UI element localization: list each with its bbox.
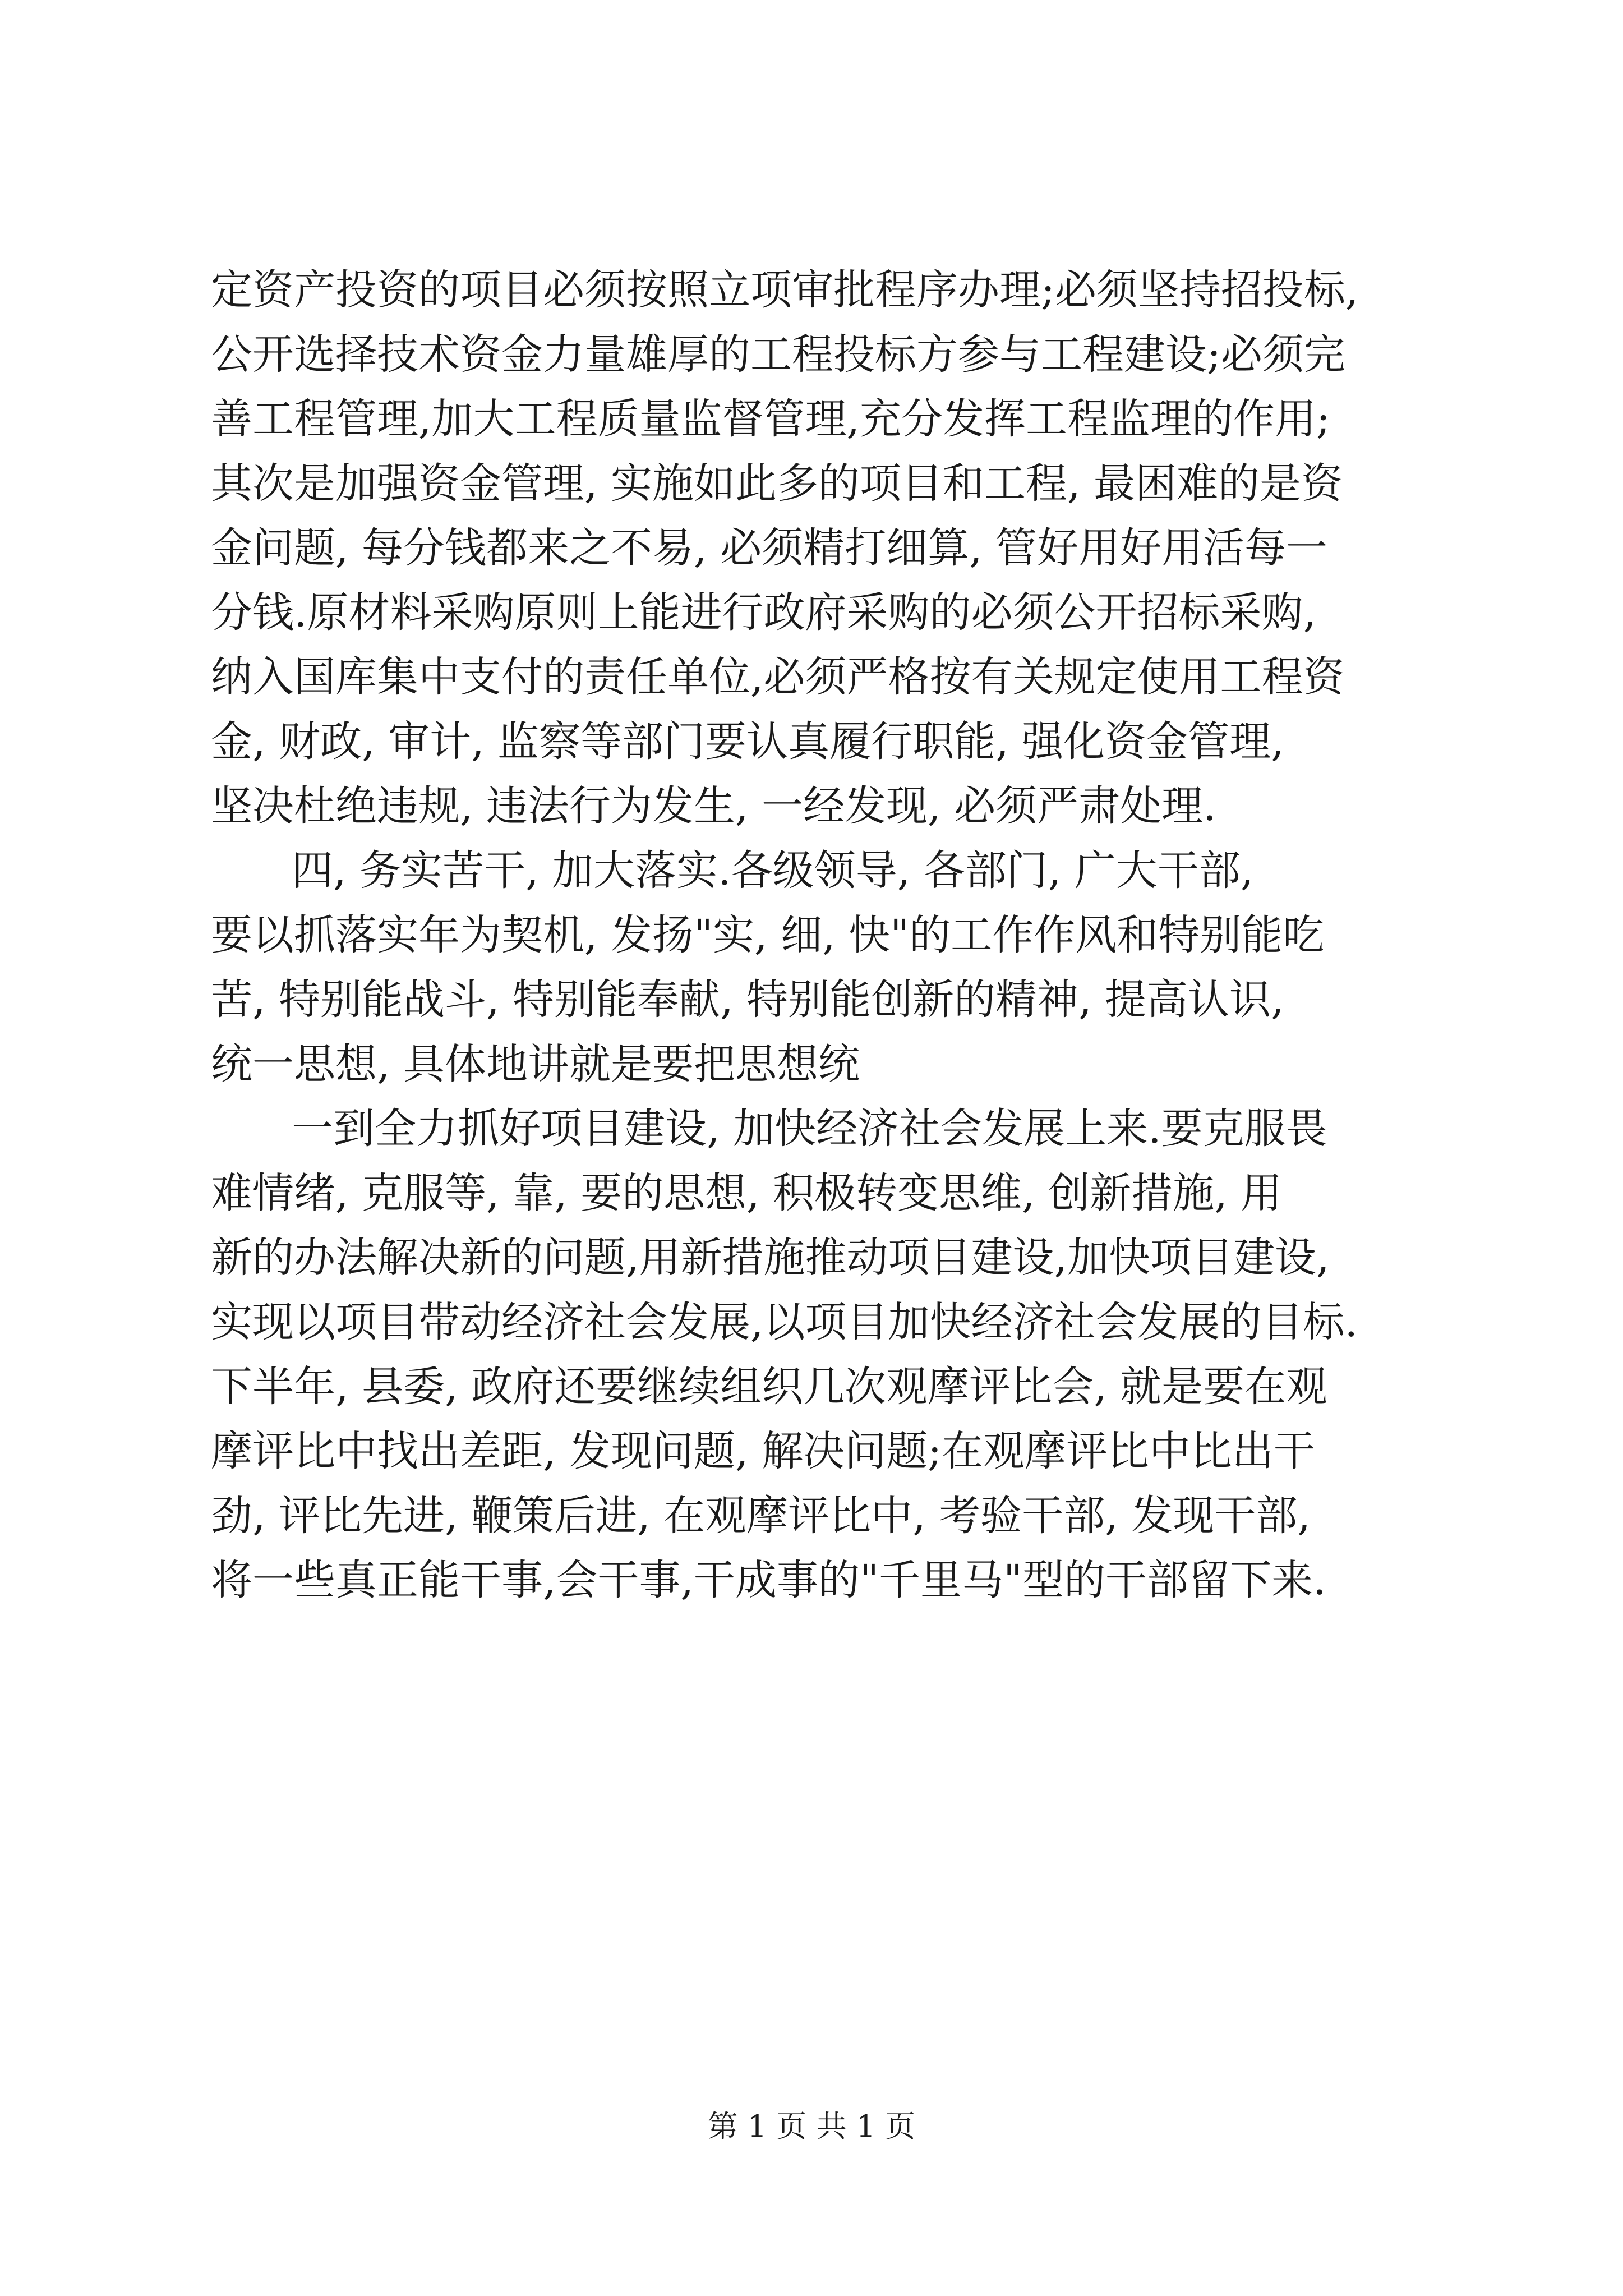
text-line: 难情绪, 克服等, 靠, 要的思想, 积极转变思维, 创新措施, 用 xyxy=(211,1169,1283,1217)
text-line: 公开选择技术资金力量雄厚的工程投标方参与工程建设;必须完 xyxy=(211,330,1345,379)
text-line: 实现以项目带动经济社会发展,以项目加快经济社会发展的目标. xyxy=(211,1298,1358,1346)
text-line: 定资产投资的项目必须按照立项审批程序办理;必须坚持招投标, xyxy=(211,266,1359,314)
text-line: 其次是加强资金管理, 实施如此多的项目和工程, 最困难的是资 xyxy=(211,459,1343,508)
text-line: 苦, 特别能战斗, 特别能奉献, 特别能创新的精神, 提高认识, xyxy=(211,976,1284,1024)
text-line: 分钱.原材料采购原则上能进行政府采购的必须公开招标采购, xyxy=(211,588,1317,637)
text-line: 将一些真正能干事,会干事,干成事的"千里马"型的干部留下来. xyxy=(211,1556,1326,1604)
text-line: 统一思想, 具体地讲就是要把思想统 xyxy=(211,1040,860,1088)
text-line: 坚决杜绝违规, 违法行为发生, 一经发现, 必须严肃处理. xyxy=(211,782,1216,830)
text-line: 善工程管理,加大工程质量监督管理,充分发挥工程监理的作用; xyxy=(211,395,1330,443)
text-line: 劲, 评比先进, 鞭策后进, 在观摩评比中, 考验干部, 发现干部, xyxy=(211,1492,1311,1540)
text-line: 四, 务实苦干, 加大落实.各级领导, 各部门, 广大干部, xyxy=(292,846,1254,895)
text-line: 摩评比中找出差距, 发现问题, 解决问题;在观摩评比中比出干 xyxy=(211,1427,1316,1475)
text-line: 金问题, 每分钱都来之不易, 必须精打细算, 管好用好用活每一 xyxy=(211,524,1328,572)
text-line: 纳入国库集中支付的责任单位,必须严格按有关规定使用工程资 xyxy=(211,653,1345,701)
page-footer: 第 1 页 共 1 页 xyxy=(707,2109,916,2144)
document-body xyxy=(211,258,1445,1613)
text-line: 要以抓落实年为契机, 发扬"实, 细, 快"的工作作风和特别能吃 xyxy=(211,911,1325,959)
text-line: 下半年, 县委, 政府还要继续组织几次观摩评比会, 就是要在观 xyxy=(211,1363,1328,1411)
text-line: 新的办法解决新的问题,用新措施推动项目建设,加快项目建设, xyxy=(211,1234,1330,1282)
text-line: 一到全力抓好项目建设, 加快经济社会发展上来.要克服畏 xyxy=(292,1105,1327,1153)
text-line: 金, 财政, 审计, 监察等部门要认真履行职能, 强化资金管理, xyxy=(211,717,1284,766)
